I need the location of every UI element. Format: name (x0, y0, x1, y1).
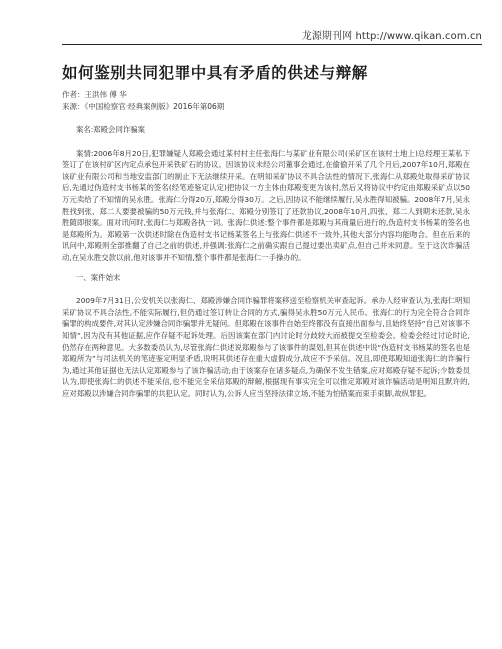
section-heading: 一、案件始末 (76, 272, 121, 282)
header-divider (62, 44, 482, 45)
article-source: 来源：《中国检察官·经典案例版》2016年第06期 (62, 102, 225, 111)
case-name: 案名:郑殿会同诈骗案 (76, 125, 146, 134)
site-header-url[interactable]: 龙源期刊网 http://www.qikan.com.cn (301, 31, 482, 42)
article-title: 如何鉴别共同犯罪中具有矛盾的供述与辩解 (62, 64, 368, 82)
case-facts-paragraph: 案情:2006年8月20日,犯罪嫌疑人郑殿会通过某村村主任张海仁与某矿业有限公司(采矿区在该村土地上)总经理王某私下签订了在该村矿区内定点承包开采铁矿石的协议。因该协议未经公司董事会通过,在偷偷开采了几个月后,2007年10月,郑殿在该矿业有限公司和当地安监部门的制止下无法继续开采。在明知采矿协议不具合法性的情况下,张海仁从郑殿处取得采矿协议后,先通过伪造村支书杨某的签名(经笔迹鉴定认定)把协议一方主体由郑殿变更为该村,然后又将协议中约定由郑殿采矿点以50万元卖给了不知情的吴永胜。张海仁分得20万,郑殿分得30万。之后,因协议不能继续履行,吴永胜得知被骗。2008年7月,吴永胜找到张、郑二人要要被骗的50万元钱,并与张海仁、郑殿分别签订了还款协议,2008年10月,四张、郑二人到期未还款,吴永胜随即报案。面对讯问时,张海仁与郑殿各执一词。张海仁供述:整个事件都是郑殿与其商量后进行的,伪造村支书杨某的签名也是郑殿所为。郑殿第一次供述时除在伪造村支书记杨某签名上与张海仁供述不一致外,其他大部分内容均能吻合。但在后来的讯问中,郑殿则全部推翻了自己之前的供述,并强调:张海仁之前确实跟自己提过要出卖矿点,但自己并未同意。至于这次诈骗活动,在吴永胜交款以前,他对该事并不知情,整个事件都是张海仁一手操办的。 (62, 148, 470, 262)
body-paragraph: 2009年7月31日,公安机关以张海仁、郑殿涉嫌合同诈骗罪将案移送至检察机关审查起诉。承办人经审查认为,张海仁明知采矿协议不具合法性,不能实际履行,但仍通过签订转让合同的方式,骗得吴永胜50万元人民币。张海仁的行为完全符合合同诈骗罪的构成要件,对其认定涉嫌合同诈骗罪并无疑问。但郑殿在该事件自始至终都没有直接出面参与,且始终坚持“自己对该事不知情”,因为没有其他证据,应作存疑不起诉处理。后因该案在部门内讨论时分歧较大而被提交至检委会。检委会经过讨论时论,仍然存在两种意见。大多数委员认为,尽管张海仁供述说郑殿参与了该事件的谋划,但其在供述中说“伪造村支书杨某的签名也是郑殿所为”与司法机关的笔迹鉴定明显矛盾,说明其供述存在重大虚假成分,故应不予采信。况且,即使郑殿知道张海仁的诈骗行为,通过其他证据也无法认定郑殿参与了该诈骗活动;由于该案存在诸多疑点,为确保不发生错案,应对郑殿存疑不起诉;少数委员认为,即使张海仁的供述不能采信,也不能完全采信郑殿的辩解,根据现有事实完全可以推定郑殿对该诈骗活动是明知且默许的,应对郑殿以涉嫌合同诈骗罪的共犯认定。同时认为,公诉人应当坚持法律立场,不能为怕错案而束手束脚,故纵罪犯。 (62, 296, 470, 398)
article-author: 作者：王洪伟 傅 华 (62, 90, 127, 99)
article-body (62, 124, 470, 407)
